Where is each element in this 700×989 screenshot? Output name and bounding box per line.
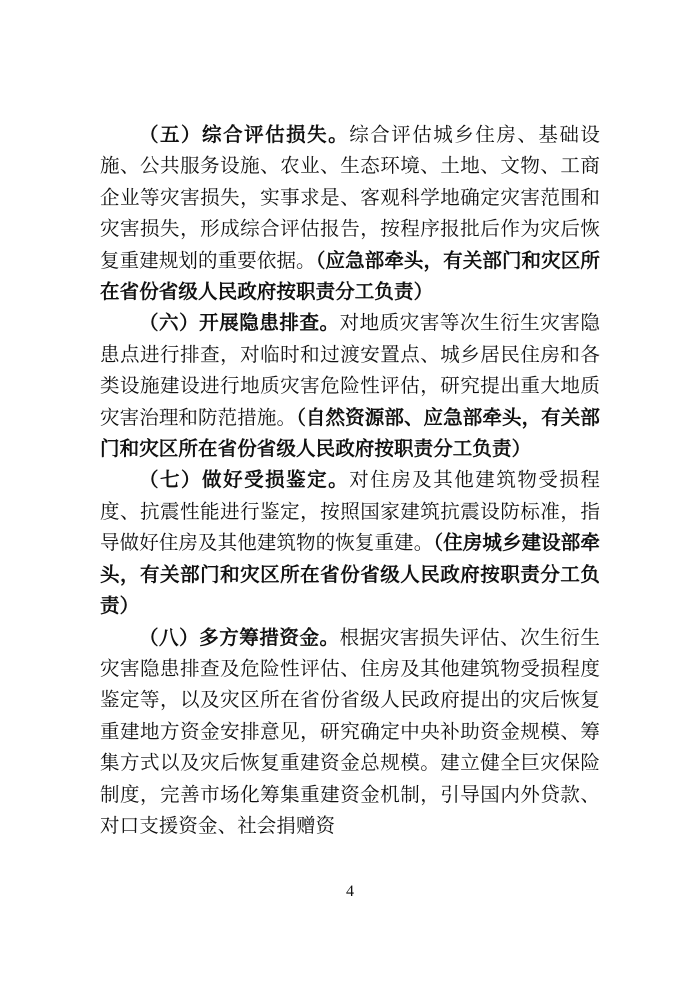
paragraph-responsibility: （应急部牵头，有关部门和灾区所在省份省级人民政府按职责分工负责） (100, 248, 600, 304)
paragraph-6 (100, 307, 600, 464)
paragraph-5 (100, 119, 600, 307)
paragraph-heading: （五）综合评估损失。 (139, 123, 350, 146)
paragraph-heading: （七）做好受损鉴定。 (139, 468, 350, 492)
paragraph-text: 对地质灾害等次生衍生灾害隐患点进行排查，对临时和过渡安置点、城乡居民住房和各类设施建设进行地质灾害危险性评估，研究提出重大地质灾害治理和防范措施。 (100, 311, 600, 429)
paragraph-responsibility: （住房城乡建设部牵头，有关部门和灾区所在省份省级人民政府按职责分工负责） (100, 531, 600, 618)
paragraph-text: 根据灾害损失评估、次生衍生灾害隐患排查及危险性评估、住房及其他建筑物受损程度鉴定等，以及灾区所在省份省级人民政府提出的灾后恢复重建地方资金安排意见，研究确定中央补助资金规模、筹集方式以及灾后恢复重建资金总规模。建立健全巨灾保险制度，完善市场化筹集重建资金机制，引导国内外贷款、对口支援资金、社会捐赠资 (100, 625, 600, 837)
paragraph-7 (100, 464, 600, 621)
paragraph-8 (100, 622, 600, 842)
paragraph-heading: （六）开展隐患排查。 (139, 311, 340, 335)
body-text (100, 119, 600, 841)
paragraph-heading: （八）多方筹措资金。 (139, 625, 340, 649)
paragraph-text: 对住房及其他建筑物受损程度、抗震性能进行鉴定，按照国家建筑抗震设防标准，指导做好住房及其他建筑物的恢复重建。 (100, 468, 600, 555)
paragraph-responsibility: （自然资源部、应急部牵头，有关部门和灾区所在省份省级人民政府按职责分工负责） (100, 405, 600, 461)
paragraph-text: 综合评估城乡住房、基础设施、公共服务设施、农业、生态环境、土地、文物、工商企业等灾害损失，实事求是、客观科学地确定灾害范围和灾害损失，形成综合评估报告，按程序报批后作为灾后恢复重建规划的重要依据。 (100, 123, 600, 272)
page-number: 4 (346, 883, 354, 900)
